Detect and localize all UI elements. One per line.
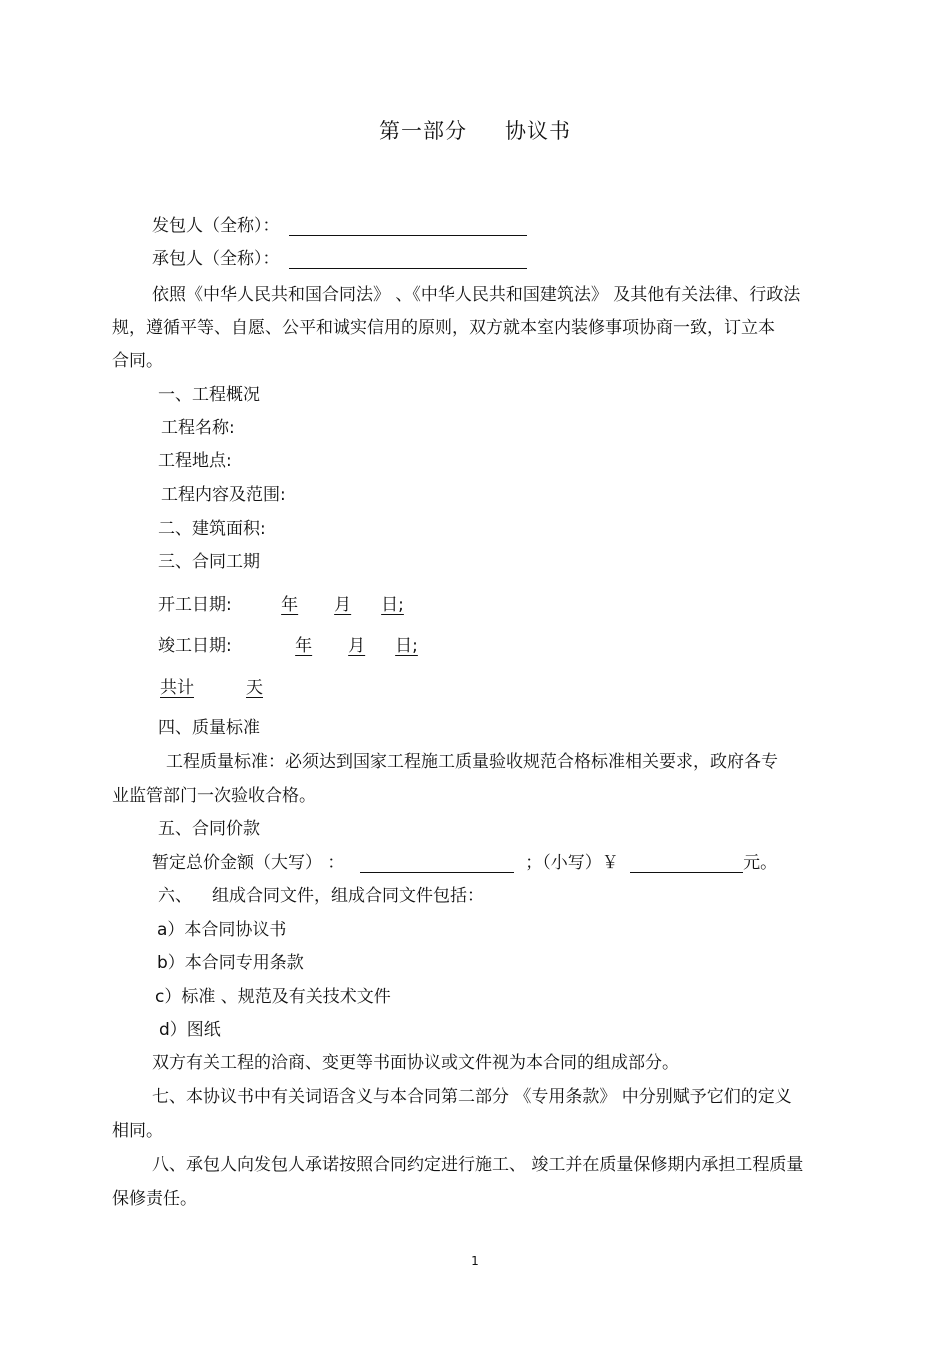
start-date-line (158, 595, 412, 615)
page-title (0, 118, 950, 144)
section-2-heading: 二、建筑面积: (158, 519, 266, 539)
contractor-blank[interactable] (289, 250, 527, 269)
section-1-heading: 一、工程概况 (158, 385, 260, 405)
employer-line (152, 216, 527, 236)
documents-note: 双方有关工程的洽商、变更等书面协议或文件视为本合同的组成部分。 (152, 1053, 679, 1073)
section-6-number: 六、 (158, 886, 192, 906)
contractor-label: 承包人（全称）： (152, 249, 280, 269)
total-days-line (160, 678, 263, 698)
basis-line-2: 规，遵循平等、自愿、公平和诚实信用的原则，双方就本室内装修事项协商一致，订立本 (112, 318, 775, 338)
start-date-field[interactable]: 年 月 日; (281, 595, 404, 615)
price-capital-blank[interactable] (360, 854, 514, 873)
project-name-label: 工程名称: (161, 418, 235, 438)
quality-line-1: 工程质量标准：必须达到国家工程施工质量验收规范合格标准相关要求，政府各专 (166, 752, 778, 772)
section-6-heading (158, 886, 484, 906)
basis-line-1: 依照《中华人民共和国合同法》 、《中华人民共和国建筑法》 及其他有关法律、行政法 (152, 285, 801, 305)
project-location-label: 工程地点: (158, 451, 232, 471)
section-8-line-2: 保修责任。 (112, 1189, 197, 1209)
quality-line-2: 业监管部门一次验收合格。 (112, 786, 316, 806)
price-small-label: ；（小写）￥ (525, 853, 619, 873)
employer-label: 发包人（全称）： (152, 216, 280, 236)
end-date-label: 竣工日期: (158, 636, 232, 656)
price-line (152, 853, 777, 873)
price-unit: 元。 (743, 853, 778, 873)
title-part: 第一部分 (379, 119, 467, 143)
title-name: 协议书 (505, 119, 571, 143)
section-3-heading: 三、合同工期 (158, 552, 260, 572)
section-4-heading: 四、质量标准 (158, 718, 260, 738)
document-item-c: c）标准 、规范及有关技术文件 (155, 987, 391, 1007)
page-number: 1 (471, 1254, 479, 1268)
section-6-text: 组成合同文件，组成合同文件包括： (212, 886, 484, 906)
employer-blank[interactable] (289, 217, 527, 236)
document-item-a: a）本合同协议书 (157, 920, 287, 940)
section-5-heading: 五、合同价款 (158, 819, 260, 839)
section-8-line-1: 八、承包人向发包人承诺按照合同约定进行施工、 竣工并在质量保修期内承担工程质量 (152, 1155, 804, 1175)
document-item-b: b）本合同专用条款 (157, 953, 304, 973)
price-small-blank[interactable] (630, 854, 743, 873)
contractor-line (152, 249, 527, 269)
start-date-label: 开工日期: (158, 595, 232, 615)
document-item-d: d）图纸 (159, 1020, 221, 1040)
project-scope-label: 工程内容及范围: (161, 485, 286, 505)
section-7-line-1: 七、本协议书中有关词语含义与本合同第二部分 《专用条款》 中分别赋予它们的定义 (152, 1087, 792, 1107)
section-7-line-2: 相同。 (112, 1121, 163, 1141)
end-date-field[interactable]: 年 月 日; (295, 636, 418, 656)
basis-line-3: 合同。 (112, 351, 163, 371)
total-days-field[interactable]: 共计 天 (160, 678, 263, 698)
price-capital-label: 暂定总价金额（大写） ： (152, 853, 345, 873)
end-date-line (158, 636, 426, 656)
